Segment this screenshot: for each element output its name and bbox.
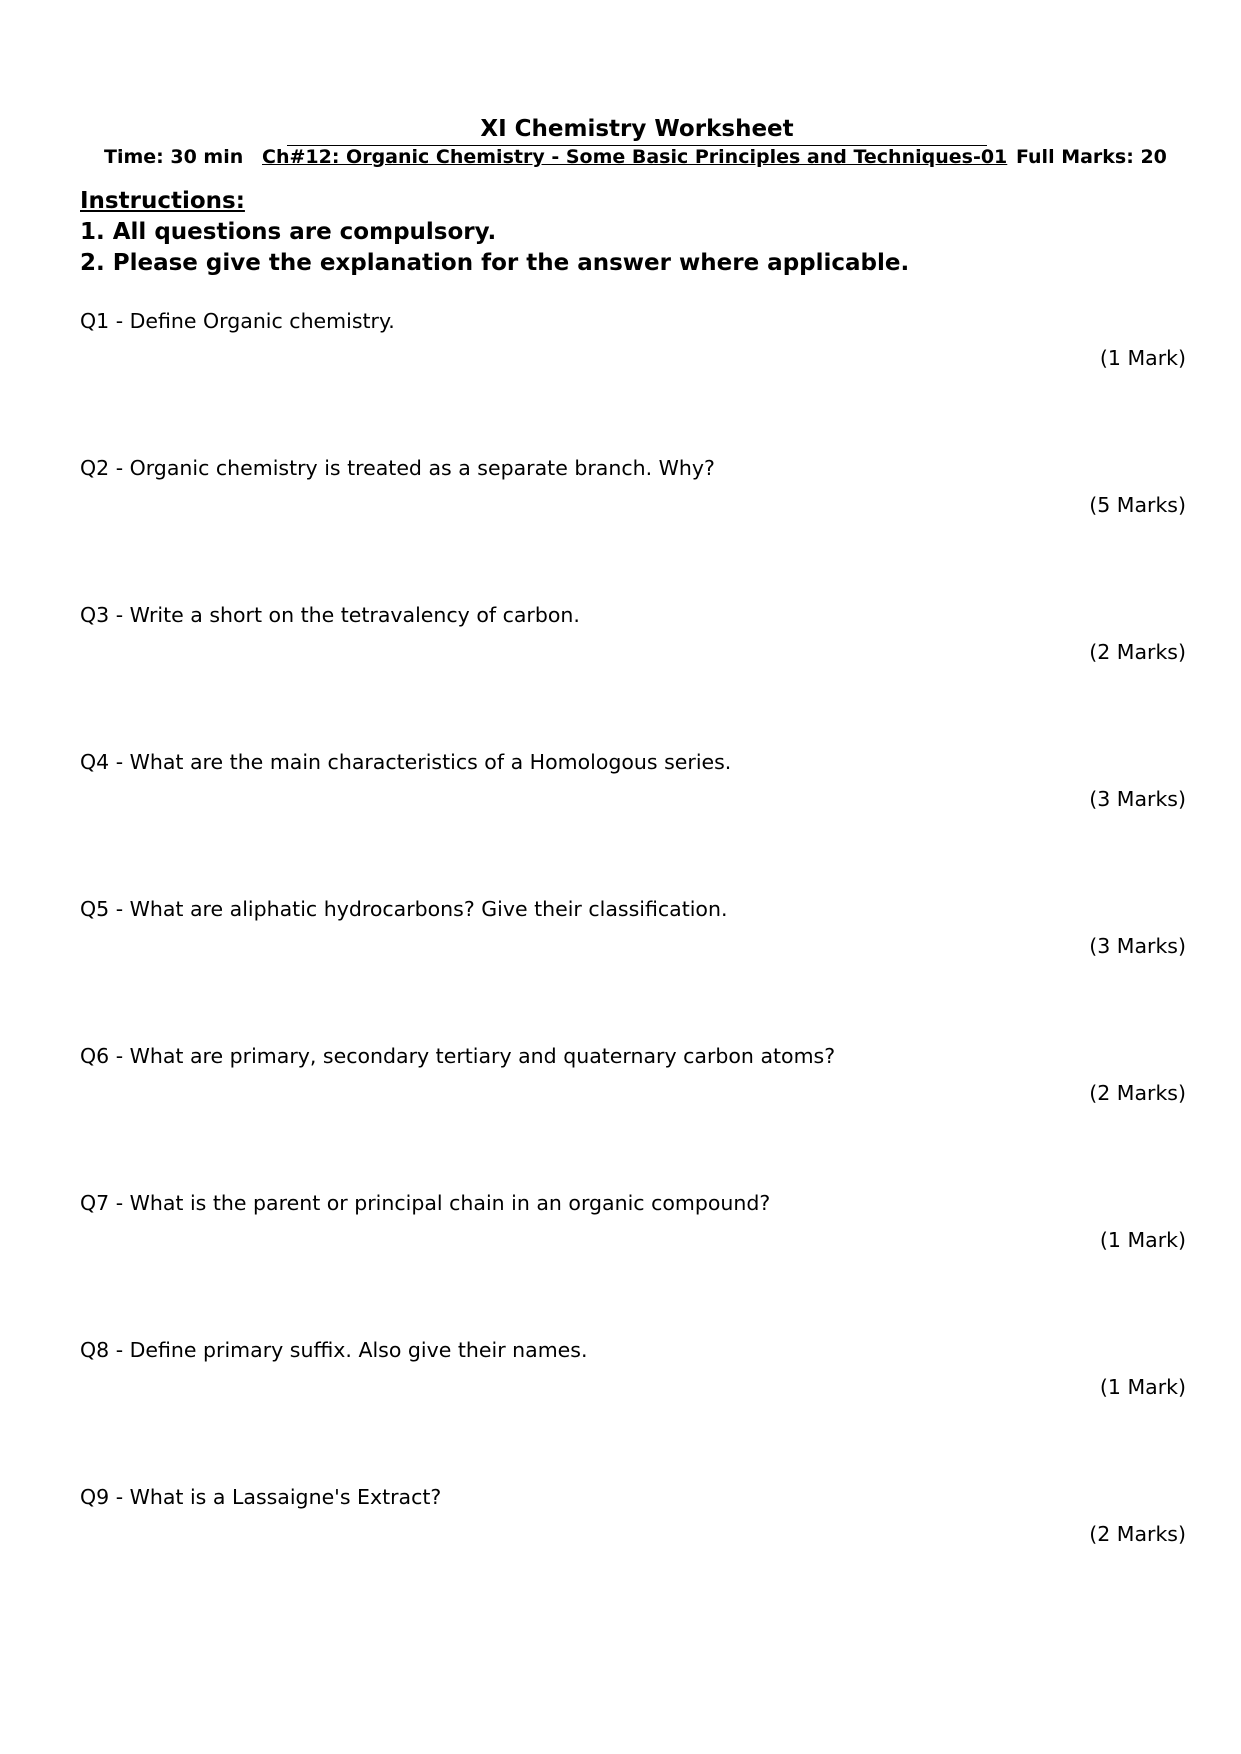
question-7 (80, 1190, 1186, 1270)
question-3 (80, 602, 1186, 682)
question-6 (80, 1043, 1186, 1123)
question-5 (80, 896, 1186, 976)
question-marks: (5 Marks) (1089, 493, 1186, 517)
instructions-section (80, 186, 909, 279)
worksheet-header (287, 114, 987, 146)
question-marks: (3 Marks) (1089, 934, 1186, 958)
question-marks: (3 Marks) (1089, 787, 1186, 811)
question-marks: (1 Mark) (1099, 1228, 1186, 1252)
time-allowed: Time: 30 min (104, 146, 244, 168)
question-text: Q7 - What is the parent or principal chain in an organic compound? (80, 1191, 771, 1215)
question-marks: (2 Marks) (1089, 1522, 1186, 1546)
question-9 (80, 1484, 1186, 1564)
question-text: Q6 - What are primary, secondary tertiary and quaternary carbon atoms? (80, 1044, 836, 1068)
question-text: Q8 - Define primary suffix. Also give their names. (80, 1338, 588, 1362)
instructions-heading: Instructions: (80, 188, 245, 214)
question-text: Q9 - What is a Lassaigne's Extract? (80, 1485, 442, 1509)
question-text: Q5 - What are aliphatic hydrocarbons? Give their classification. (80, 897, 728, 921)
question-marks: (2 Marks) (1089, 640, 1186, 664)
page-title: XI Chemistry Worksheet (287, 114, 987, 146)
question-2 (80, 455, 1186, 535)
question-8 (80, 1337, 1186, 1417)
chapter-title: Ch#12: Organic Chemistry - Some Basic Principles and Techniques-01 (262, 146, 1008, 168)
question-marks: (1 Mark) (1099, 1375, 1186, 1399)
instruction-item: 1. All questions are compulsory. (80, 219, 497, 245)
question-marks: (2 Marks) (1089, 1081, 1186, 1105)
instruction-item: 2. Please give the explanation for the answer where applicable. (80, 250, 910, 276)
question-marks: (1 Mark) (1099, 346, 1186, 370)
question-1 (80, 308, 1186, 388)
question-text: Q4 - What are the main characteristics of a Homologous series. (80, 750, 732, 774)
question-4 (80, 749, 1186, 829)
full-marks: Full Marks: 20 (1016, 146, 1167, 168)
question-text: Q3 - Write a short on the tetravalency of carbon. (80, 603, 580, 627)
question-text: Q2 - Organic chemistry is treated as a separate branch. Why? (80, 456, 715, 480)
question-text: Q1 - Define Organic chemistry. (80, 309, 395, 333)
